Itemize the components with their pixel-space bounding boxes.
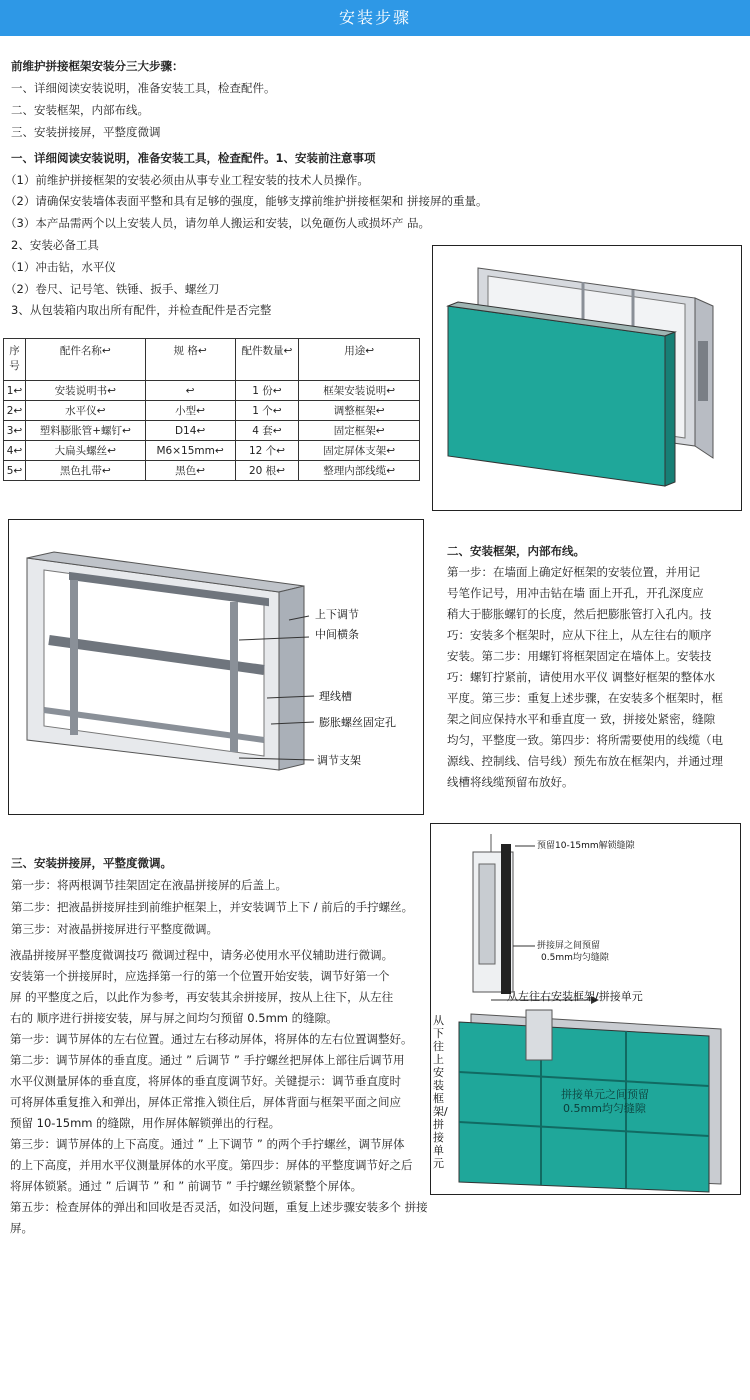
table-cell: 固定屏体支架↩ (299, 441, 420, 461)
tip-line: 第五步：检查屏体的弹出和回收是否灵活，如没问题，重复上述步骤安装多个 拼接屏。 (10, 1200, 428, 1235)
table-header-cell: 配件名称↩ (25, 339, 145, 381)
table-cell: 12 个↩ (235, 441, 299, 461)
section2-line: 第一步：在墙面上确定好框架的安装位置，并用记 (447, 565, 700, 579)
tip-line: 安装第一个拼接屏时，应选择第一行的第一个位置开始安装，调节好第一个 (10, 969, 390, 983)
table-cell: ↩ (145, 381, 235, 401)
table-cell: 20 根↩ (235, 461, 299, 481)
table-cell: 5↩ (4, 461, 26, 481)
label-inter-gap-1: 拼接屏之间预留 (537, 941, 601, 951)
tip-line: 屏 的平整度之后，以此作为参考，再安装其余拼接屏，按从上往下，从左往 (10, 990, 394, 1004)
tip-line: 液晶拼接屏平整度微调技巧 微调过程中，请务必使用水平仪辅助进行微调。 (10, 948, 394, 962)
table-cell: M6×15mm↩ (145, 441, 235, 461)
table-cell: 小型↩ (145, 401, 235, 421)
section2-body (447, 562, 745, 793)
figure-panel-wall (430, 823, 741, 1195)
panel-wall-illustration (431, 824, 741, 1195)
frame-panel-illustration (433, 246, 742, 511)
label-bottom-to-top: 从下往上安装框架/拼接单元 (433, 1014, 448, 1170)
table-cell: 大扁头螺丝↩ (25, 441, 145, 461)
section1-heading: 一、详细阅读安装说明，准备安装工具，检查配件。1、安装前注意事项 (11, 151, 376, 165)
section1-note-1: （1）前维护拼接框架的安装必须由从事专业工程安装的技术人员操作。 (5, 173, 369, 187)
section2-line: 线槽将线缆预留布放好。 (447, 775, 574, 789)
intro-step-3: 三、安装拼接屏，平整度微调 (11, 125, 161, 139)
table-cell: 安装说明书↩ (25, 381, 145, 401)
section2-line: 平度。第三步：重复上述步骤，在安装多个框架时，框 (447, 691, 723, 705)
section2-heading: 二、安装框架，内部布线。 (447, 544, 585, 558)
table-cell: 4 套↩ (235, 421, 299, 441)
intro-heading: 前维护拼接框架安装分三大步骤： (11, 59, 184, 73)
table-cell: 4↩ (4, 441, 26, 461)
check-parts-text: 3、从包装箱内取出所有配件，并检查配件是否完整 (11, 303, 272, 317)
table-cell: 黑色↩ (145, 461, 235, 481)
tip-line: 水平仪测量屏体的垂直度，将屏体的垂直度调节好。关键提示：调节垂直度时 (10, 1074, 401, 1088)
section3-step-3: 第三步：对液晶拼接屏进行平整度微调。 (11, 922, 218, 936)
table-cell: 调整框架↩ (299, 401, 420, 421)
label-center-gap-2: 0.5mm均匀缝隙 (563, 1102, 646, 1115)
tip-line: 的上下高度，并用水平仪测量屏体的水平度。第四步：屏体的平整度调节好之后 (10, 1158, 413, 1172)
tools-item-2: （2）卷尺、记号笔、铁锤、扳手、螺丝刀 (5, 282, 220, 296)
section2-line: 巧：安装多个框架时，应从下往上，从左往右的顺序 (447, 628, 712, 642)
tip-line: 第一步：调节屏体的左右位置。通过左右移动屏体，将屏体的左右位置调整好。 (10, 1032, 413, 1046)
tip-line: 第二步：调节屏体的垂直度。通过 ” 后调节 ” 手拧螺丝把屏体上部往后调节用 (10, 1053, 405, 1067)
label-cable-trough: 理线槽 (319, 690, 352, 703)
table-row (4, 421, 420, 441)
figure-frame-structure (8, 519, 424, 815)
table-row (4, 441, 420, 461)
section3-heading: 三、安装拼接屏，平整度微调。 (11, 856, 172, 870)
section3-tips (10, 945, 430, 1239)
table-row (4, 381, 420, 401)
table-header-cell: 规 格↩ (145, 339, 235, 381)
table-header-cell: 配件数量↩ (235, 339, 299, 381)
table-cell: 黑色扎带↩ (25, 461, 145, 481)
table-cell: 框架安装说明↩ (299, 381, 420, 401)
tip-line: 预留 10-15mm 的缝隙，用作屏体解锁弹出的行程。 (10, 1116, 281, 1130)
tip-line: 将屏体锁紧。通过 ” 后调节 ” 和 ” 前调节 ” 手拧螺丝锁紧整个屏体。 (10, 1179, 363, 1193)
section2-line: 稍大于膨胀螺钉的长度，然后把膨胀管打入孔内。技 (447, 607, 712, 621)
section2-line: 安装。第二步：用螺钉将框架固定在墙体上。安装技 (447, 649, 712, 663)
tools-heading: 2、安装必备工具 (11, 238, 99, 252)
tip-line: 第三步：调节屏体的上下高度。通过 ” 上下调节 ” 的两个手拧螺丝，调节屏体 (10, 1137, 405, 1151)
tools-item-1: （1）冲击钻，水平仪 (5, 260, 116, 274)
parts-table (3, 338, 420, 481)
tip-line: 可将屏体重复推入和弹出，屏体正常推入锁住后，屏体背面与框架平面之间应 (10, 1095, 401, 1109)
table-cell: 3↩ (4, 421, 26, 441)
page-header (0, 0, 750, 36)
table-cell: 整理内部线缆↩ (299, 461, 420, 481)
table-header-row (4, 339, 420, 381)
table-cell: 塑料膨胀管+螺钉↩ (25, 421, 145, 441)
table-row (4, 401, 420, 421)
section2-line: 均匀，平整度一致。第四步：将所需要使用的线缆（电 (447, 733, 723, 747)
label-center-gap-1: 拼接单元之间预留 (561, 1088, 649, 1101)
table-cell: 1 个↩ (235, 401, 299, 421)
section2-line: 架之间应保持水平和垂直度一 致，拼接处紧密，缝隙 (447, 712, 716, 726)
intro-step-1: 一、详细阅读安装说明，准备安装工具，检查配件。 (11, 81, 276, 95)
table-cell: D14↩ (145, 421, 235, 441)
table-header-cell: 序号 (4, 339, 26, 381)
table-cell: 1↩ (4, 381, 26, 401)
table-row (4, 461, 420, 481)
section2-line: 号笔作记号，用冲击钻在墙 面上开孔，开孔深度应 (447, 586, 704, 600)
section1-note-3: （3）本产品需两个以上安装人员，请勿单人搬运和安装，以免砸伤人或损坏产 品。 (5, 216, 430, 230)
table-cell: 水平仪↩ (25, 401, 145, 421)
section1-note-2: （2）请确保安装墙体表面平整和具有足够的强度，能够支撑前维护拼接框架和 拼接屏的重量。 (5, 194, 488, 208)
label-adjust-bracket: 调节支架 (317, 754, 361, 767)
page-title: 安装步骤 (338, 8, 411, 27)
section2-line: 巧：螺钉拧紧前，请使用水平仪 调整好框架的整体水 (447, 670, 716, 684)
table-header-cell: 用途↩ (299, 339, 420, 381)
frame-structure-illustration (9, 520, 424, 815)
label-install-order: 从左往右安装框架/拼接单元 (507, 990, 643, 1003)
section3-step-2: 第二步：把液晶拼接屏挂到前维护框架上，并安装调节上下 / 前后的手拧螺丝。 (11, 900, 414, 914)
table-cell: 1 份↩ (235, 381, 299, 401)
label-unlock-gap: 预留10-15mm解锁缝隙 (537, 841, 635, 851)
table-cell: 固定框架↩ (299, 421, 420, 441)
tip-line: 右的 顺序进行拼接安装，屏与屏之间均匀预留 0.5mm 的缝隙。 (10, 1011, 338, 1025)
label-inter-gap-2: 0.5mm均匀缝隙 (541, 953, 609, 963)
intro-step-2: 二、安装框架，内部布线。 (11, 103, 149, 117)
table-cell: 2↩ (4, 401, 26, 421)
figure-frame-panel (432, 245, 742, 511)
label-middle-bar: 中间横条 (315, 628, 359, 641)
section2-line: 源线、控制线、信号线）预先布放在框架内，并通过理 (447, 754, 723, 768)
section3-step-1: 第一步：将两根调节挂架固定在液晶拼接屏的后盖上。 (11, 878, 287, 892)
label-anchor-holes: 膨胀螺丝固定孔 (319, 716, 396, 729)
label-updown-adjust: 上下调节 (315, 608, 359, 621)
